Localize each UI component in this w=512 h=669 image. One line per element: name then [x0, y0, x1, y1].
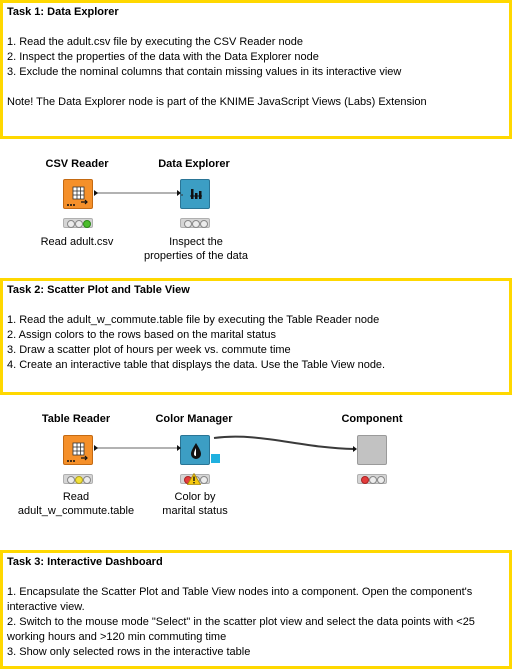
- csv-reader-title: CSV Reader: [45, 158, 109, 170]
- table-reader-title: Table Reader: [41, 413, 111, 425]
- task1-step-2: 2. Inspect the properties of the data with the Data Explorer node: [7, 51, 319, 63]
- color-manager-label: Color by marital status: [162, 491, 228, 517]
- task3-step-3: 3. Show only selected rows in the interactive table: [7, 646, 251, 658]
- task3-title: Task 3: Interactive Dashboard: [7, 556, 163, 568]
- task2-title: Task 2: Scatter Plot and Table View: [7, 284, 190, 296]
- task1-step-1: 1. Read the adult.csv file by executing the CSV Reader node: [7, 36, 303, 48]
- connection-arrow: [94, 445, 98, 451]
- task2-step-4: 4. Create an interactive table that displays the data. Use the Table View node.: [7, 359, 386, 371]
- connection-arrow: [94, 190, 98, 196]
- task1-step-3: 3. Exclude the nominal columns that contain missing values in its interactive view: [7, 66, 402, 78]
- task2-step-1: 1. Read the adult_w_commute.table file by executing the Table Reader node: [7, 314, 380, 326]
- table-reader-label: Read adult_w_commute.table: [17, 491, 135, 517]
- component-title: Component: [341, 413, 403, 425]
- data-explorer-title: Data Explorer: [158, 158, 230, 170]
- task1-title: Task 1: Data Explorer: [7, 6, 119, 18]
- task3-step-1: 1. Encapsulate the Scatter Plot and Table View nodes into a component. Open the component's interactive view.: [7, 586, 473, 613]
- connection-colormanager-to-component[interactable]: [214, 437, 354, 449]
- task2-step-2: 2. Assign colors to the rows based on the marital status: [7, 329, 277, 341]
- task1-note: Note! The Data Explorer node is part of the KNIME JavaScript Views (Labs) Extension: [7, 96, 427, 108]
- task3-step-2: 2. Switch to the mouse mode "Select" in the scatter plot view and select the data points with <25 working hours and >120 min commuting time: [7, 616, 475, 643]
- task2-step-3: 3. Draw a scatter plot of hours per week vs. commute time: [7, 344, 291, 356]
- data-explorer-label: Inspect the properties of the data: [144, 236, 248, 262]
- csv-reader-label: Read adult.csv: [40, 236, 114, 248]
- connection-arrow: [177, 190, 181, 196]
- connection-arrow: [177, 445, 181, 451]
- color-manager-title: Color Manager: [155, 413, 233, 425]
- task3-annotation: [0, 550, 512, 669]
- connection-arrow: [353, 446, 357, 452]
